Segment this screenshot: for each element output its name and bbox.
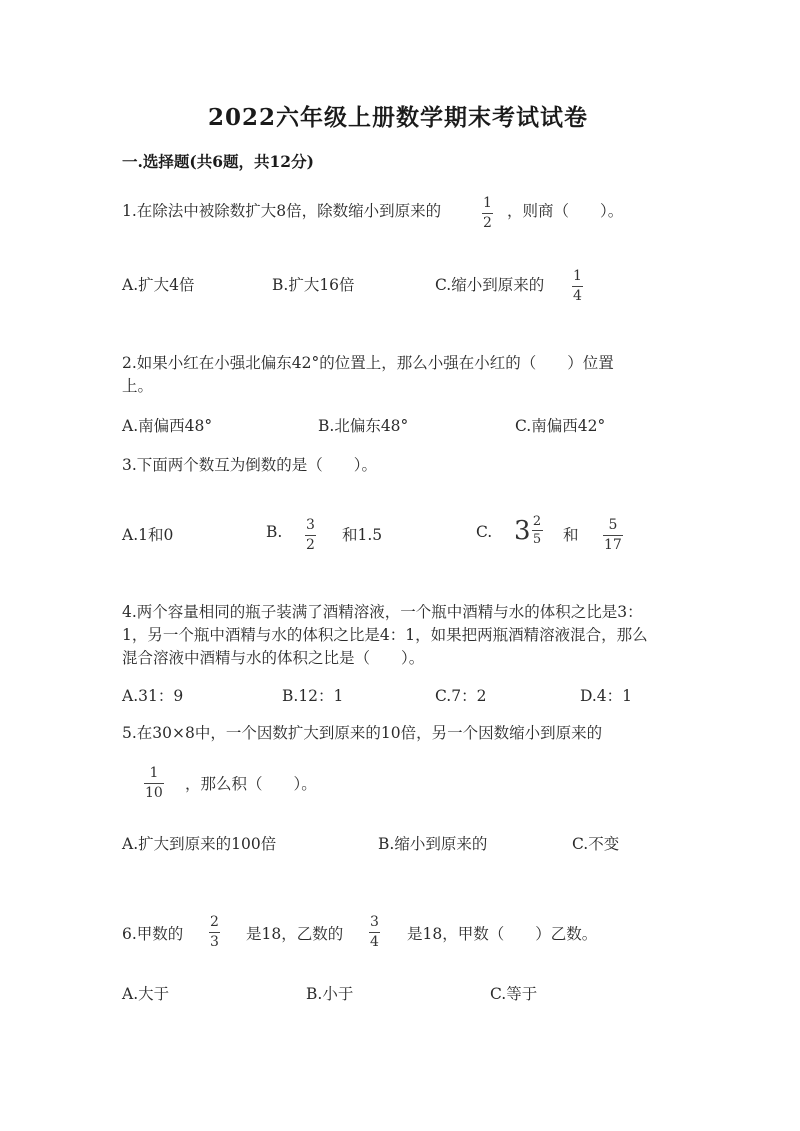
- question-5-fraction: 1 10: [145, 765, 163, 801]
- question-3-option-c-mid: 和: [563, 526, 579, 544]
- question-6-option-a[interactable]: A.大于: [122, 985, 170, 1003]
- question-1-option-b[interactable]: B.扩大16倍: [272, 276, 355, 294]
- question-5-option-c[interactable]: C.不变: [572, 835, 620, 853]
- question-1-stem-tail: ，则商（ ）。: [507, 202, 624, 220]
- question-1-option-c[interactable]: C.缩小到原来的: [435, 276, 545, 294]
- question-4-option-b[interactable]: B.12：1: [282, 687, 344, 705]
- question-5-option-b[interactable]: B.缩小到原来的: [378, 835, 488, 853]
- question-4-stem-line1: 4.两个容量相同的瓶子装满了酒精溶液，一个瓶中酒精与水的体积之比是3：: [122, 603, 643, 621]
- question-2-stem-line2: 上。: [122, 377, 154, 395]
- page-title: 2022六年级上册数学期末考试试卷: [208, 104, 589, 131]
- question-6-option-c[interactable]: C.等于: [490, 985, 538, 1003]
- question-3-option-b-tail: 和1.5: [342, 526, 383, 544]
- question-4-option-c[interactable]: C.7：2: [435, 687, 487, 705]
- question-4-stem-line3: 混合溶液中酒精与水的体积之比是（ ）。: [122, 649, 425, 667]
- question-3-stem: 3.下面两个数互为倒数的是（ ）。: [122, 456, 378, 474]
- question-6-stem-part2: 是18，乙数的: [246, 925, 344, 943]
- question-1-option-a[interactable]: A.扩大4倍: [122, 276, 195, 294]
- question-2-option-b[interactable]: B.北偏东48°: [318, 417, 409, 435]
- question-3-option-a[interactable]: A.1和0: [122, 526, 174, 544]
- question-1-option-c-fraction: 1 4: [573, 268, 582, 304]
- question-3-option-c-mixed-number: 3 $\frac{2}{5}$: [514, 514, 542, 547]
- question-6-stem-part3: 是18，甲数（ ）乙数。: [407, 925, 598, 943]
- question-3-option-b-label[interactable]: B.: [266, 523, 283, 541]
- question-1-stem: 1.在除法中被除数扩大8倍，除数缩小到原来的: [122, 202, 442, 220]
- question-6-fraction-a: 2 3: [210, 914, 219, 950]
- question-6-fraction-b: 3 4: [370, 914, 379, 950]
- question-6-stem-part1: 6.甲数的: [122, 925, 184, 943]
- question-6-option-b[interactable]: B.小于: [306, 985, 354, 1003]
- question-1-fraction: 1 2: [483, 195, 492, 231]
- question-4-option-d[interactable]: D.4：1: [580, 687, 633, 705]
- question-2-option-c[interactable]: C.南偏西42°: [515, 417, 606, 435]
- question-5-option-a[interactable]: A.扩大到原来的100倍: [122, 835, 277, 853]
- question-3-option-b-fraction: 3 2: [306, 517, 315, 553]
- question-4-stem-line2: 1，另一个瓶中酒精与水的体积之比是4：1，如果把两瓶酒精溶液混合，那么: [122, 626, 648, 644]
- question-2-option-a[interactable]: A.南偏西48°: [122, 417, 213, 435]
- section-heading: 一.选择题(共6题，共12分): [122, 152, 314, 171]
- question-3-option-c-fraction: 5 17: [604, 517, 622, 553]
- question-5-stem-line2: ，那么积（ ）。: [185, 775, 317, 793]
- question-2-stem-line1: 2.如果小红在小强北偏东42°的位置上，那么小强在小红的（ ）位置: [122, 354, 614, 372]
- question-3-option-c-label[interactable]: C.: [476, 523, 493, 541]
- question-5-stem-line1: 5.在30×8中，一个因数扩大到原来的10倍，另一个因数缩小到原来的: [122, 724, 603, 742]
- question-4-option-a[interactable]: A.31：9: [122, 687, 184, 705]
